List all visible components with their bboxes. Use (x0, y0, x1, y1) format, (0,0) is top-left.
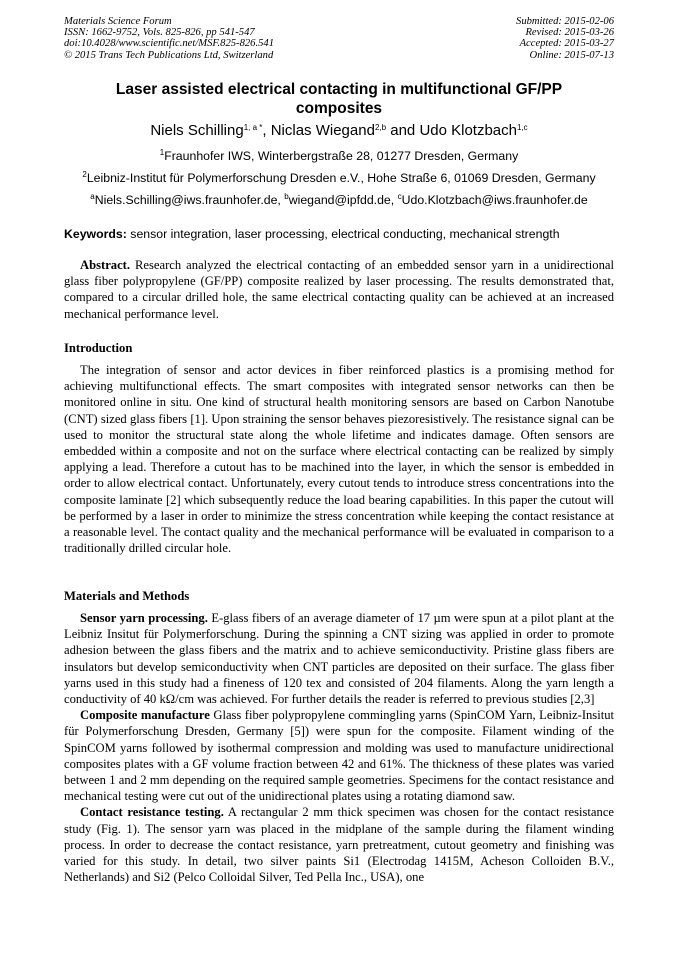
copyright: © 2015 Trans Tech Publications Ltd, Switzerland (64, 49, 274, 61)
methods-body (64, 610, 614, 885)
author-sup: 1,c (517, 123, 528, 132)
journal-name: Materials Science Forum (64, 16, 172, 27)
online-date: Online: 2015-07-13 (529, 49, 614, 61)
email-sup: c (397, 192, 402, 201)
section-heading-introduction: Introduction (64, 341, 133, 355)
introduction-body (64, 362, 614, 556)
paragraph-label: Contact resistance testing. (80, 805, 224, 820)
affiliation-1 (0, 149, 678, 163)
paragraph-text: E-glass fibers of an average diameter of 17 µm were spun at a pilot plant at the Leibniz Insitut für Polymerforschung. During the spinning a CNT sizing was applied in order to promote adhesion between the glass fibers and the matrix and to achieve semiconductivity. Pristine glass fibers are insulators but develop semiconductivity when CNT particles are deposited on their surface. The glass fiber yarns used in this study had a fineness of 120 tex and consisted of 204 filaments. Along the yarn length a conductivity of 40 kΩ/cm was achieved. For further details the reader is referred to previous studies [2,3] (64, 611, 614, 707)
methods-paragraph (64, 804, 614, 885)
keywords-label: Keywords: (64, 227, 127, 241)
keywords (64, 227, 560, 241)
accepted-date: Accepted: 2015-03-27 (519, 38, 614, 50)
journal-info (64, 16, 274, 61)
paragraph-text: A rectangular 2 mm thick specimen was chosen for the contact resistance study (Fig. 1). The sensor yarn was placed in the midplane of the sample during the filament winding process. In order to decrease the contact resistance, yarn pretreatment, cutout geometry and finishing was varied for this study. In detail, two silver paints Si1 (Electrodag 1415M, Acheson Colloiden B.V., Netherlands) and Si2 (Pelco Colloidal Silver, Ted Pella Inc., USA), one (64, 805, 614, 885)
paragraph-label: Composite manufacture (80, 708, 210, 723)
introduction-paragraph: The integration of sensor and actor devices in fiber reinforced plastics is a promising method for achieving multifunctional effects. The smart composites with integrated sensor networks can then be monitored online in situ. One kind of structural health monitoring sensors are based on Carbon Nanotube (CNT) sized glass fibers [1]. Upon straining the sensor behaves piezoresistively. The resistance signal can be used to monitor the structural state along the whole lifetime and indicates damage. Often sensors are embedded within a composite and not on the surface where electrical contacting can be realized by simply applying a lead. Therefore a cutout has to be machined into the layer, in which the sensor is embedded in order to allow electrical contact. Unfortunately, every cutout tends to introduce stress concentrations into the composite laminate [2] which subsequently reduce the load bearing capabilities. In this paper the cutout will be performed by a laser in order to minimize the stress concentration while keeping the contact resistance at a reasonable level. The contact quality and the mechanical performance will be evaluated in comparison to a traditionally drilled circular hole. (64, 363, 614, 556)
revised-date: Revised: 2015-03-26 (525, 27, 614, 39)
author-name: Niclas Wiegand (270, 122, 375, 139)
paragraph-label: Sensor yarn processing. (80, 611, 208, 625)
abstract (64, 257, 614, 322)
paper-title: Laser assisted electrical contacting in multifunctional GF/PP composites (115, 81, 563, 117)
methods-paragraph (64, 610, 614, 707)
abstract-label: Abstract. (80, 258, 131, 272)
email: wiegand@ipfdd.de, (288, 193, 398, 207)
email: Udo.Klotzbach@iws.fraunhofer.de (401, 193, 588, 207)
emails (0, 193, 678, 207)
submitted-date: Submitted: 2015-02-06 (516, 16, 614, 27)
author-sup: 2,b (374, 123, 387, 132)
aff-sup: 2 (82, 170, 87, 179)
author-name: Udo Klotzbach (419, 122, 517, 139)
affiliation-2 (0, 171, 678, 185)
issn: ISSN: 1662-9752, Vols. 825-826, pp 541-547 (64, 27, 255, 39)
author-name: Niels Schilling (150, 122, 244, 139)
section-heading-methods: Materials and Methods (64, 589, 190, 603)
authors (0, 122, 678, 139)
email-sup: a (90, 192, 95, 201)
aff-sup: 1 (159, 148, 165, 157)
doi: doi:10.4028/www.scientific.net/MSF.825-826.541 (64, 38, 274, 50)
aff-text: Fraunhofer IWS, Winterbergstraße 28, 01277 Dresden, Germany (164, 149, 519, 163)
email-sup: b (284, 192, 289, 201)
keywords-text: sensor integration, laser processing, electrical conducting, mechanical strength (126, 227, 560, 241)
methods-paragraph (64, 707, 614, 804)
aff-text: Leibniz-Institut für Polymerforschung Dresden e.V., Hohe Straße 6, 01069 Dresden, Germany (86, 171, 596, 185)
author-sup: 1, a * (243, 123, 263, 132)
paragraph-text: Glass fiber polypropylene commingling yarns (SpinCOM Yarn, Leibniz-Insitut für Polymerforschung Dresden, Germany [5]) were spun for the composite. Filament winding of the SpinCOM yarns followed by isothermal compression and molding was used to manufacture unidirectional composites plates with a GF volume fraction between 42 and 61%. The thickness of these plates was varied between 1 and 2 mm depending on the required sample geometries. Specimens for the contact resistance and mechanical testing were cut out of the unidirectional plates using a rotating diamond saw. (64, 708, 614, 804)
dates-info (516, 16, 614, 61)
author-sep: , (262, 122, 271, 139)
abstract-text: Research analyzed the electrical contacting of an embedded sensor yarn in a unidirectional glass fiber polypropylene (GF/PP) composite realized by laser processing. The results demonstrated that, compared to a circular drilled hole, the same electrical contacting quality can be achieved at an increased mechanical performance level. (64, 258, 614, 321)
email: Niels.Schilling@iws.fraunhofer.de, (94, 193, 285, 207)
author-sep: and (386, 122, 420, 139)
